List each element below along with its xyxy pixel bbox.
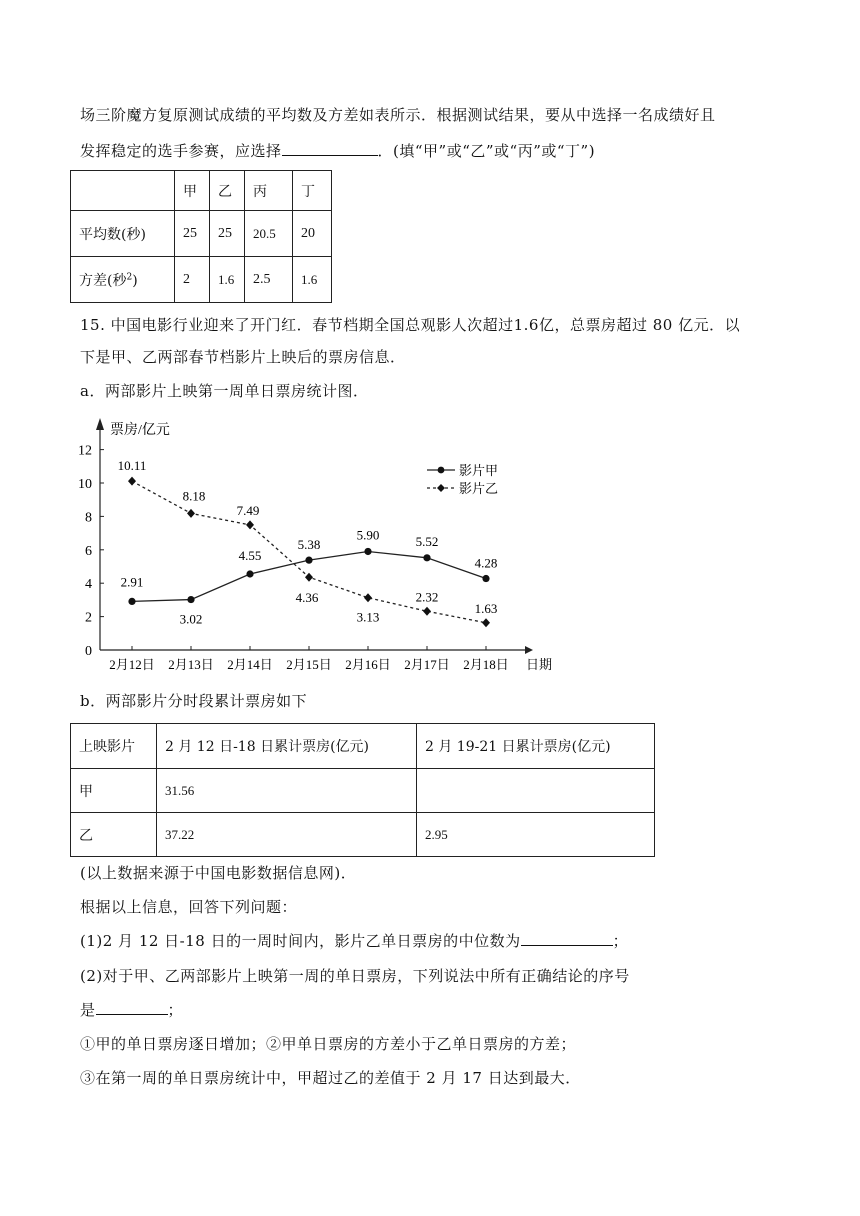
table-row xyxy=(71,813,655,857)
table-header-row xyxy=(71,724,655,769)
legend-label: 影片乙 xyxy=(459,481,499,496)
data-point xyxy=(364,593,372,602)
q14-fill-hint: ．(填“甲”或“乙”或“丙”或“丁”) xyxy=(377,142,596,160)
superscript: 2 xyxy=(126,271,133,282)
data-label: 5.52 xyxy=(415,533,439,549)
header-later: 2 月 19-21 日累计票房(亿元) xyxy=(417,724,655,769)
sub-question-1 xyxy=(80,930,628,951)
answer-blank-2[interactable] xyxy=(96,1000,168,1015)
y-tick-label: 0 xyxy=(85,644,92,659)
y-tick-label: 10 xyxy=(78,477,92,492)
box-office-line-chart xyxy=(70,410,570,680)
table-cell: 1.6 xyxy=(293,257,332,303)
table-row xyxy=(71,257,332,303)
variance-label: 方差(秒 xyxy=(79,272,127,289)
data-point xyxy=(187,596,194,603)
row-label-mean: 平均数(秒) xyxy=(71,211,175,257)
x-axis-title: 日期 xyxy=(526,657,553,672)
variance-label-close: ) xyxy=(132,272,138,289)
data-label: 2.91 xyxy=(120,574,144,590)
table-header-row xyxy=(71,171,332,211)
q14-text-line1: 场三阶魔方复原测试成绩的平均数及方差如表所示．根据测试结果，要从中选择一名成绩好且 xyxy=(80,106,716,124)
y-tick-label: 4 xyxy=(85,577,92,593)
y-tick-label: 6 xyxy=(85,543,92,559)
legend-marker xyxy=(438,467,445,474)
row-label-variance xyxy=(71,257,175,303)
data-label: 4.55 xyxy=(238,548,262,564)
data-label: 7.49 xyxy=(236,502,260,518)
table-row xyxy=(71,769,655,813)
data-point xyxy=(128,477,136,486)
row-film-name: 乙 xyxy=(71,813,157,857)
sub-question-2-cont xyxy=(80,999,183,1020)
question-intro: 根据以上信息，回答下列问题： xyxy=(80,898,298,916)
data-point xyxy=(364,548,371,555)
q15-text-line1: 15. 中国电影行业迎来了开门红．春节档期全国总观影人次超过1.6亿，总票房超过 80 亿元．以 xyxy=(80,316,741,334)
data-source-note: (以上数据来源于中国电影数据信息网)． xyxy=(80,864,357,882)
data-point xyxy=(128,598,135,605)
data-point xyxy=(246,570,253,577)
header-film: 上映影片 xyxy=(71,724,157,769)
data-label: 5.90 xyxy=(356,527,380,543)
sub2-text: 是 xyxy=(80,1001,96,1019)
q15-text-line2: 下是甲、乙两部春节档影片上映后的票房信息． xyxy=(80,348,406,366)
table-cell: 31.56 xyxy=(157,769,417,813)
table-row xyxy=(71,211,332,257)
q14-prompt: 发挥稳定的选手参赛，应选择 xyxy=(80,142,282,160)
answer-blank-1[interactable] xyxy=(521,931,613,946)
data-label: 3.02 xyxy=(179,611,203,627)
part-b-label: b．两部影片分时段累计票房如下 xyxy=(80,692,308,710)
table-cell-empty xyxy=(417,769,655,813)
header-week1: 2 月 12 日-18 日累计票房(亿元) xyxy=(157,724,417,769)
option-3: ③在第一周的单日票房统计中，甲超过乙的差值于 2 月 17 日达到最大． xyxy=(80,1069,581,1087)
data-point xyxy=(423,554,430,561)
data-point xyxy=(246,520,254,529)
table-cell: 20.5 xyxy=(245,211,293,257)
table-header-bing: 丙 xyxy=(245,171,293,211)
x-tick-label: 2月14日 xyxy=(227,657,273,672)
answer-blank-q14[interactable] xyxy=(282,141,378,156)
data-label: 4.28 xyxy=(474,555,498,571)
sub-question-2: (2)对于甲、乙两部影片上映第一周的单日票房，下列说法中所有正确结论的序号 xyxy=(80,967,630,985)
sub2-end: ； xyxy=(167,1001,184,1019)
option-1-2: ①甲的单日票房逐日增加；②甲单日票房的方差小于乙单日票房的方差； xyxy=(80,1035,577,1053)
sub1-end: ； xyxy=(612,932,629,950)
table-cell: 20 xyxy=(293,211,332,257)
q14-table xyxy=(70,170,332,303)
q14-text-line2 xyxy=(80,140,595,161)
sub1-text: (1)2 月 12 日-18 日的一周时间内，影片乙单日票房的中位数为 xyxy=(80,932,521,950)
data-point xyxy=(482,575,489,582)
table-header-ding: 丁 xyxy=(293,171,332,211)
data-label: 3.13 xyxy=(356,609,380,625)
y-tick-label: 8 xyxy=(85,510,92,526)
data-label: 8.18 xyxy=(182,488,206,504)
row-film-name: 甲 xyxy=(71,769,157,813)
table-cell: 25 xyxy=(210,211,245,257)
data-point xyxy=(423,607,431,616)
table-cell: 1.6 xyxy=(210,257,245,303)
data-label: 2.32 xyxy=(415,589,439,605)
data-label: 1.63 xyxy=(474,600,498,616)
table-cell: 25 xyxy=(175,211,210,257)
data-point xyxy=(305,557,312,564)
part-a-label: a．两部影片上映第一周单日票房统计图． xyxy=(80,382,369,400)
cumulative-box-office-table xyxy=(70,723,655,857)
table-cell: 2.5 xyxy=(245,257,293,303)
data-label: 10.11 xyxy=(117,458,147,474)
table-header-yi: 乙 xyxy=(210,171,245,211)
data-point xyxy=(305,573,313,582)
table-header-jia: 甲 xyxy=(175,171,210,211)
x-tick-label: 2月12日 xyxy=(109,657,155,672)
y-axis-arrow xyxy=(96,418,104,430)
x-tick-label: 2月17日 xyxy=(404,657,450,672)
table-cell: 2 xyxy=(175,257,210,303)
y-tick-label: 2 xyxy=(85,610,92,626)
data-label: 5.38 xyxy=(297,537,321,553)
y-tick-label: 12 xyxy=(78,443,92,459)
legend-marker xyxy=(437,484,445,492)
x-tick-label: 2月15日 xyxy=(286,657,332,672)
y-axis-title: 票房/亿元 xyxy=(110,423,170,438)
legend-label: 影片甲 xyxy=(459,463,499,478)
x-tick-label: 2月18日 xyxy=(463,657,509,672)
x-tick-label: 2月13日 xyxy=(168,657,214,672)
data-point xyxy=(187,509,195,518)
data-point xyxy=(482,618,490,627)
table-cell: 2.95 xyxy=(417,813,655,857)
data-label: 4.36 xyxy=(295,590,319,606)
table-cell-empty xyxy=(71,171,175,211)
x-axis-arrow xyxy=(525,646,533,654)
x-tick-label: 2月16日 xyxy=(345,657,391,672)
table-cell: 37.22 xyxy=(157,813,417,857)
